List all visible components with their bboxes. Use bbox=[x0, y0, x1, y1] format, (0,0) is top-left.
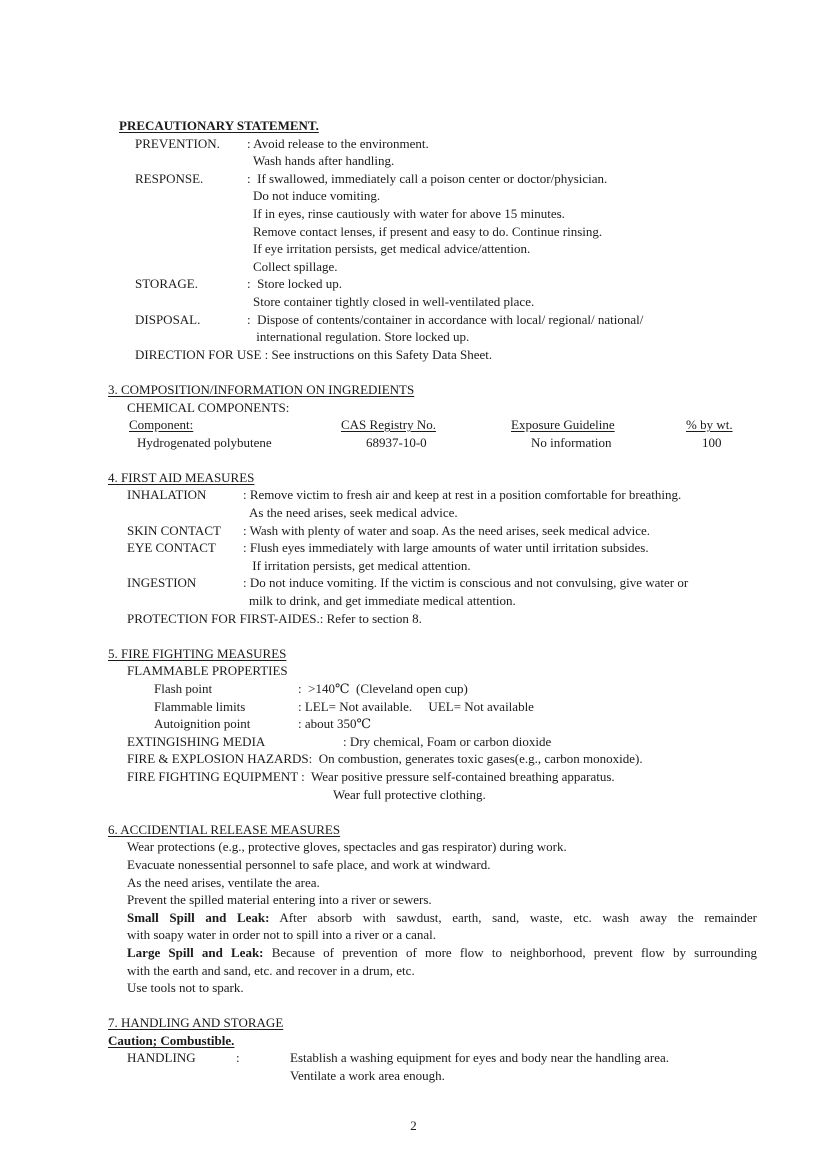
storage-line: Store container tightly closed in well-ventilated place. bbox=[253, 293, 535, 309]
handling-line: Ventilate a work area enough. bbox=[290, 1068, 445, 1084]
document-content bbox=[108, 117, 763, 1085]
prevention-line: Wash hands after handling. bbox=[253, 153, 395, 169]
response-line: : If swallowed, immediately call a poison center or doctor/physician. bbox=[247, 170, 608, 186]
use-tools-line: Use tools not to spark. bbox=[127, 980, 244, 996]
disposal-line: : Dispose of contents/container in accordance with local/ regional/ national/ bbox=[247, 311, 644, 327]
handling-colon: : bbox=[236, 1050, 240, 1066]
large-spill-line2: with the earth and sand, etc. and recover in a drum, etc. bbox=[127, 962, 415, 978]
disposal-entry bbox=[108, 311, 763, 346]
caution-combustible: Caution; Combustible. bbox=[108, 1032, 235, 1048]
storage-entry bbox=[108, 275, 763, 310]
eye-contact-label: EYE CONTACT bbox=[127, 540, 216, 556]
skin-contact-label: SKIN CONTACT bbox=[127, 522, 221, 538]
disposal-line: international regulation. Store locked up. bbox=[253, 329, 470, 345]
section4-title: 4. FIRST AID MEASURES bbox=[108, 469, 255, 485]
direction-for-use-line: DIRECTION FOR USE : See instructions on this Safety Data Sheet. bbox=[135, 346, 493, 362]
small-spill-line2: with soapy water in order not to spill into a river or a canal. bbox=[127, 927, 437, 943]
handling-label: HANDLING bbox=[127, 1050, 196, 1066]
cell-component: Hydrogenated polybutene bbox=[137, 434, 272, 450]
response-line: Remove contact lenses, if present and easy to do. Continue rinsing. bbox=[253, 223, 603, 239]
inhalation-line: : Remove victim to fresh air and keep at rest in a position comfortable for breathing. bbox=[243, 487, 682, 503]
header-cas: CAS Registry No. bbox=[341, 417, 436, 433]
section3-title: 3. COMPOSITION/INFORMATION ON INGREDIENTS bbox=[108, 381, 415, 397]
storage-line: : Store locked up. bbox=[247, 276, 342, 292]
response-entry bbox=[108, 170, 763, 276]
fire-fighting-equipment-value: Wear positive pressure self-contained breathing apparatus. bbox=[304, 768, 615, 784]
table-row bbox=[108, 434, 763, 452]
response-line: Collect spillage. bbox=[253, 258, 338, 274]
response-line: If in eyes, rinse cautiously with water for above 15 minutes. bbox=[253, 205, 565, 221]
chemical-components-subtitle: CHEMICAL COMPONENTS: bbox=[127, 399, 290, 415]
flammable-limits-label: Flammable limits bbox=[154, 698, 246, 714]
eye-contact-line: : Flush eyes immediately with large amounts of water until irritation subsides. bbox=[243, 540, 649, 556]
handling-line: Establish a washing equipment for eyes and body near the handling area. bbox=[290, 1050, 670, 1066]
cell-cas: 68937-10-0 bbox=[366, 434, 427, 450]
response-line: If eye irritation persists, get medical advice/attention. bbox=[253, 241, 531, 257]
large-spill-line1 bbox=[127, 944, 757, 962]
flammable-limits-value: : LEL= Not available. UEL= Not available bbox=[298, 698, 534, 714]
inhalation-label: INHALATION bbox=[127, 487, 207, 503]
header-wt: % by wt. bbox=[686, 417, 733, 433]
extinguishing-media-row bbox=[108, 733, 763, 751]
cell-wt: 100 bbox=[702, 434, 722, 450]
ingestion-label: INGESTION bbox=[127, 575, 197, 591]
section5-title: 5. FIRE FIGHTING MEASURES bbox=[108, 645, 287, 661]
prevention-line: : Avoid release to the environment. bbox=[247, 135, 429, 151]
small-spill-text: After absorb with sawdust, earth, sand, waste, etc. wash away the remainder bbox=[269, 909, 757, 925]
fire-fighting-equipment-label: FIRE FIGHTING EQUIPMENT : bbox=[127, 768, 305, 784]
autoignition-point-label: Autoignition point bbox=[154, 716, 251, 732]
ingestion-entry bbox=[108, 574, 763, 609]
autoignition-point-value: : about 350℃ bbox=[298, 716, 372, 732]
large-spill-label: Large Spill and Leak: bbox=[127, 944, 264, 960]
header-exposure: Exposure Guideline bbox=[511, 417, 615, 433]
small-spill-line1 bbox=[127, 909, 757, 927]
response-line: Do not induce vomiting. bbox=[253, 188, 381, 204]
storage-label: STORAGE. bbox=[135, 276, 198, 292]
prevention-entry bbox=[108, 135, 763, 170]
flammable-properties-heading: FLAMMABLE PROPERTIES bbox=[127, 663, 288, 679]
response-label: RESPONSE. bbox=[135, 170, 204, 186]
eye-contact-line: If irritation persists, get medical attention. bbox=[249, 557, 471, 573]
precautionary-title: PRECAUTIONARY STATEMENT. bbox=[119, 118, 319, 133]
small-spill-label: Small Spill and Leak: bbox=[127, 909, 270, 925]
fire-fighting-equipment-row bbox=[127, 768, 763, 786]
section6-title: 6. ACCIDENTIAL RELEASE MEASURES bbox=[108, 821, 341, 837]
header-component: Component: bbox=[129, 417, 194, 433]
disposal-label: DISPOSAL. bbox=[135, 311, 201, 327]
prevention-label: PREVENTION. bbox=[135, 135, 220, 151]
inhalation-line: As the need arises, seek medical advice. bbox=[249, 505, 458, 521]
ingestion-line: : Do not induce vomiting. If the victim is conscious and not convulsing, give water or bbox=[243, 575, 689, 591]
protection-first-aides-line: PROTECTION FOR FIRST-AIDES.: Refer to section 8. bbox=[127, 610, 422, 626]
extinguishing-media-value: : Dry chemical, Foam or carbon dioxide bbox=[343, 733, 552, 749]
cell-exposure: No information bbox=[531, 434, 612, 450]
release-measure-line: Evacuate nonessential personnel to safe place, and work at windward. bbox=[127, 856, 491, 872]
table-header-row bbox=[108, 416, 763, 434]
section7-title: 7. HANDLING AND STORAGE bbox=[108, 1015, 284, 1031]
skin-contact-entry bbox=[108, 522, 763, 540]
fire-fighting-equipment-line2: Wear full protective clothing. bbox=[333, 786, 486, 802]
components-table bbox=[108, 416, 763, 451]
flash-point-value: : >140℃ (Cleveland open cup) bbox=[298, 681, 468, 696]
fire-explosion-hazards-row bbox=[127, 750, 763, 768]
release-measure-line: As the need arises, ventilate the area. bbox=[127, 874, 320, 890]
flash-point-row bbox=[108, 680, 763, 698]
autoignition-point-row bbox=[108, 715, 763, 733]
release-measure-line: Wear protections (e.g., protective gloves, spectacles and gas respirator) during work. bbox=[127, 839, 567, 855]
release-measure-line: Prevent the spilled material entering into a river or sewers. bbox=[127, 892, 432, 908]
fire-explosion-hazards-value: On combustion, generates toxic gases(e.g., carbon monoxide). bbox=[312, 751, 643, 767]
large-spill-text: Because of prevention of more flow to neighborhood, prevent flow by surrounding bbox=[263, 944, 757, 960]
extinguishing-media-label: EXTINGISHING MEDIA bbox=[127, 733, 266, 749]
fire-explosion-hazards-label: FIRE & EXPLOSION HAZARDS: bbox=[127, 751, 313, 767]
skin-contact-line: : Wash with plenty of water and soap. As the need arises, seek medical advice. bbox=[243, 522, 651, 538]
inhalation-entry bbox=[108, 486, 763, 521]
handling-entry bbox=[108, 1049, 763, 1084]
eye-contact-entry bbox=[108, 539, 763, 574]
ingestion-line: milk to drink, and get immediate medical attention. bbox=[249, 593, 516, 609]
page-number: 2 bbox=[410, 1118, 417, 1133]
flash-point-label: Flash point bbox=[154, 681, 213, 696]
flammable-limits-row bbox=[108, 698, 763, 716]
